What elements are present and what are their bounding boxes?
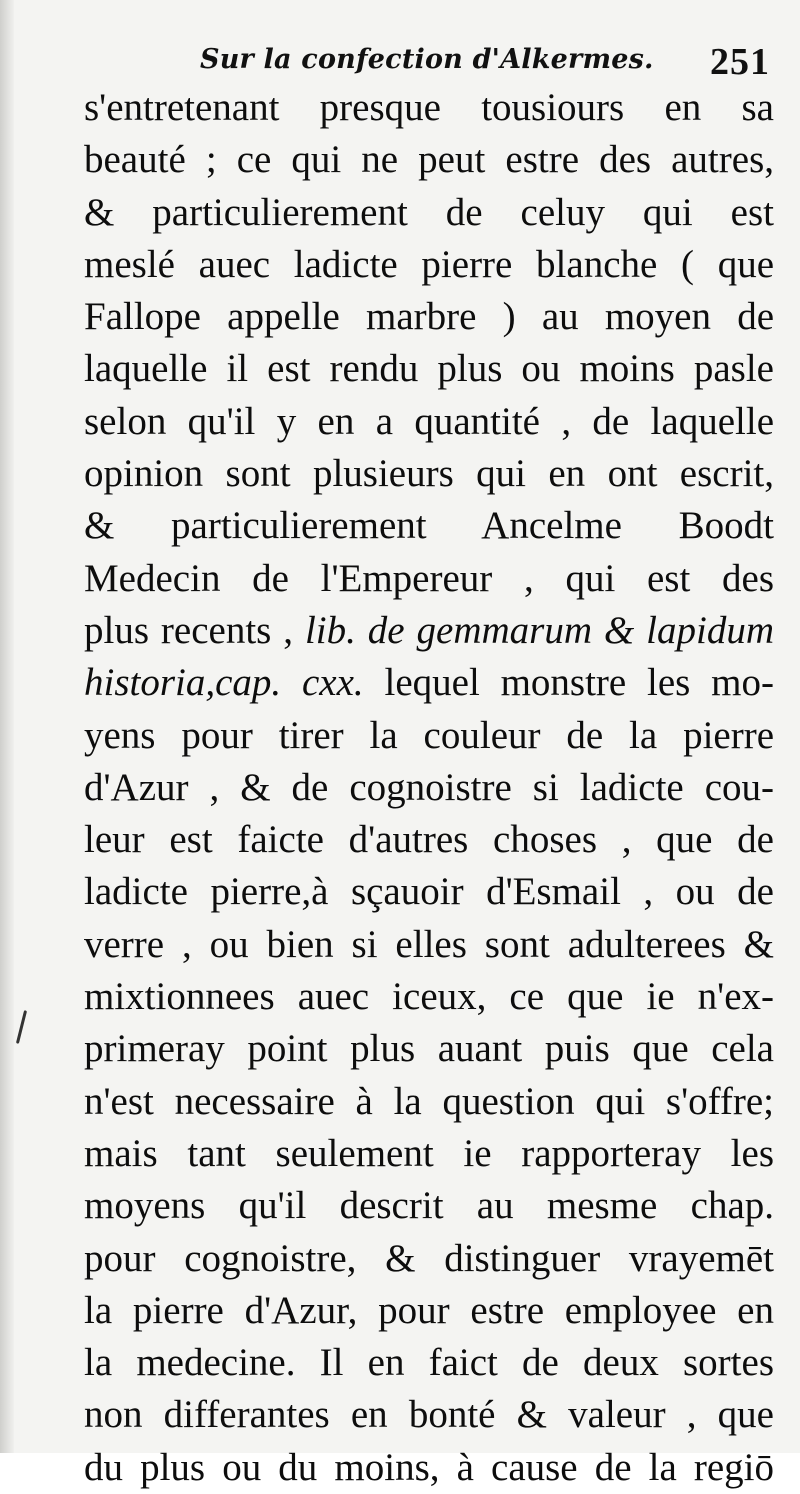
text-line: meslé auec ladicte pierre blanche ( que bbox=[84, 242, 774, 286]
text-line: leur est faicte d'autres choses , que de bbox=[84, 818, 774, 862]
text-line: non differantes en bonté & valeur , que bbox=[84, 1393, 774, 1437]
text-roman: plus recents , bbox=[84, 608, 294, 652]
text-line-mixed bbox=[84, 657, 774, 709]
text-line: Fallope appelle marbre ) au moyen de bbox=[84, 295, 774, 339]
text-line: pour cognoistre, & distinguer vrayemēt bbox=[84, 1236, 774, 1280]
running-title: Sur la confection d'Alkermes. bbox=[200, 44, 654, 75]
text-line: la pierre d'Azur, pour estre employee en bbox=[84, 1288, 774, 1332]
text-roman: lequel monstre les mo- bbox=[384, 661, 774, 705]
text-line-mixed bbox=[84, 605, 774, 657]
text-line: & particulierement de celuy qui est bbox=[84, 190, 774, 234]
text-line: yens pour tirer la couleur de la pierre bbox=[84, 713, 774, 757]
text-line: ladicte pierre,à sçauoir d'Esmail , ou de bbox=[84, 870, 774, 914]
text-line: mais tant seulement ie rapporteray les bbox=[84, 1131, 774, 1175]
text-line: n'est necessaire à la question qui s'offre; bbox=[84, 1079, 774, 1123]
text-line: verre , ou bien si elles sont adulterees & bbox=[84, 922, 774, 966]
text-line: Medecin de l'Empereur , qui est des bbox=[84, 556, 774, 600]
text-line: selon qu'il y en a quantité , de laquelle bbox=[84, 399, 774, 443]
body-text bbox=[84, 82, 774, 1494]
text-line: s'entretenant presque tousiours en sa bbox=[84, 86, 774, 129]
page-number: 251 bbox=[710, 41, 770, 83]
text-line: laquelle il est rendu plus ou moins pasle bbox=[84, 347, 774, 391]
citation-italic: lib. de gemmarum & lapidum bbox=[304, 608, 774, 652]
citation-italic: historia,cap. cxx. bbox=[84, 661, 364, 705]
text-line: opinion sont plusieurs qui en ont escrit, bbox=[84, 452, 774, 496]
text-line: mixtionnees auec iceux, ce que ie n'ex- bbox=[84, 975, 774, 1019]
text-line: & particulierement Ancelme Boodt bbox=[84, 504, 774, 548]
text-line: beauté ; ce qui ne peut estre des autres, bbox=[84, 138, 774, 182]
page-gutter-shadow bbox=[0, 0, 14, 1453]
text-line: du plus ou du moins, à cause de la regiō bbox=[84, 1445, 774, 1489]
text-line: primeray point plus auant puis que cela bbox=[84, 1027, 774, 1071]
margin-pen-mark bbox=[16, 1010, 27, 1044]
text-line: la medecine. Il en faict de deux sortes bbox=[84, 1341, 774, 1385]
text-line: d'Azur , & de cognoistre si ladicte cou- bbox=[84, 765, 774, 809]
text-line: moyens qu'il descrit au mesme chap. bbox=[84, 1184, 774, 1228]
